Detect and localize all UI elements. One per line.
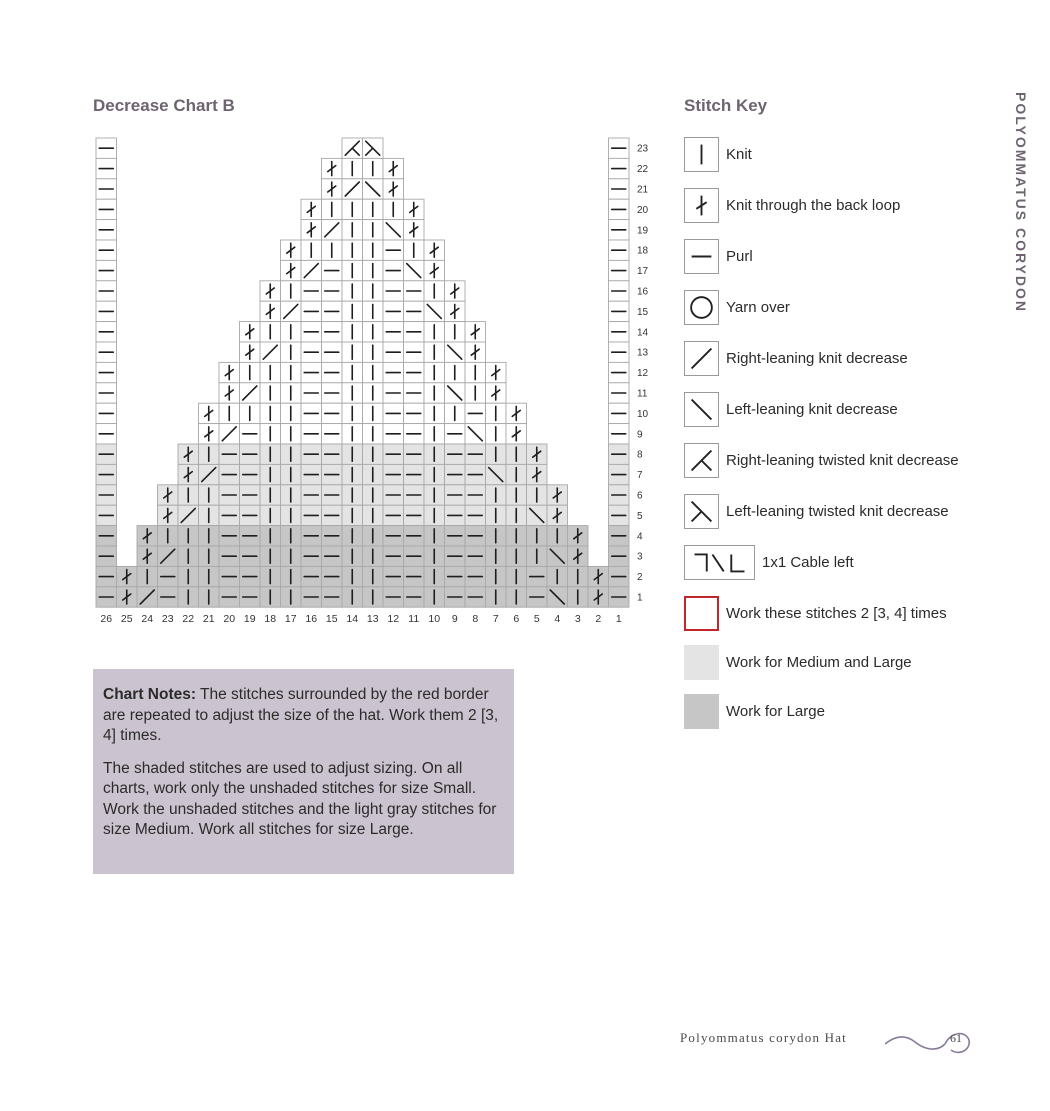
key-label: Knit <box>726 146 752 163</box>
row-number: 15 <box>637 306 649 318</box>
column-number: 24 <box>141 613 154 626</box>
column-number: 12 <box>387 613 400 626</box>
key-item-repeat-border <box>684 595 947 632</box>
key-label: 1x1 Cable left <box>762 554 854 571</box>
column-number: 14 <box>346 613 359 626</box>
column-number: 26 <box>100 613 113 626</box>
column-number: 15 <box>325 613 338 626</box>
key-label: Left-leaning knit decrease <box>726 401 898 418</box>
key-item-knit <box>684 136 752 173</box>
column-number: 20 <box>223 613 236 626</box>
left-twisted-decrease-icon <box>684 494 719 529</box>
right-decrease-icon <box>684 341 719 376</box>
column-number: 2 <box>595 613 602 626</box>
row-number: 22 <box>637 164 649 176</box>
notes-paragraph-2: The shaded stitches are used to adjust sizing. On all charts, work only the unshaded stitches for size Small. Work the unshaded stitches and the light gray stitches for size Medium. Work all stitches for size Large. <box>103 759 497 838</box>
cable-left-icon <box>684 545 755 580</box>
row-number: 13 <box>637 347 649 359</box>
column-number: 4 <box>554 613 561 626</box>
notes-paragraph-1 <box>103 685 504 747</box>
row-number: 19 <box>637 225 649 237</box>
column-number: 10 <box>428 613 441 626</box>
key-item-light-shade <box>684 644 912 681</box>
key-item-left-twisted-decrease <box>684 493 949 530</box>
column-number: 19 <box>243 613 256 626</box>
column-number: 13 <box>366 613 379 626</box>
purl-icon <box>684 239 719 274</box>
key-label: Yarn over <box>726 299 790 316</box>
column-number: 1 <box>615 613 622 626</box>
column-number: 18 <box>264 613 277 626</box>
chart-title: Decrease Chart B <box>93 96 235 115</box>
row-number: 10 <box>637 408 649 420</box>
row-number: 16 <box>637 286 649 298</box>
column-number: 22 <box>182 613 195 626</box>
row-number: 1 <box>637 592 643 604</box>
column-number: 16 <box>305 613 318 626</box>
row-number: 11 <box>637 388 648 400</box>
stitch-key-title: Stitch Key <box>684 96 768 115</box>
page-footer <box>680 1018 980 1058</box>
notes-text-1: The stitches surrounded by the red border are repeated to adjust the size of the hat. Work them 2 [3, 4] times. <box>103 686 499 744</box>
chart-notes <box>93 669 514 874</box>
column-number: 9 <box>451 613 458 626</box>
column-number: 7 <box>492 613 499 626</box>
key-item-purl <box>684 238 753 275</box>
row-number: 14 <box>637 327 649 339</box>
light-gray-swatch <box>684 645 719 680</box>
knit-icon <box>684 137 719 172</box>
dark-gray-swatch <box>684 694 719 729</box>
page-number: 61 <box>950 1031 962 1045</box>
row-number: 23 <box>637 143 649 155</box>
row-number: 5 <box>637 510 643 522</box>
row-number: 12 <box>637 368 649 380</box>
key-label: Work for Large <box>726 703 825 720</box>
knit-tbl-icon <box>684 188 719 223</box>
row-number: 20 <box>637 204 649 216</box>
footer-title: Polyommatus corydon Hat <box>680 1030 847 1045</box>
key-item-dark-shade <box>684 693 825 730</box>
notes-lead: Chart Notes: <box>103 686 197 703</box>
row-number: 17 <box>637 266 649 278</box>
left-decrease-icon <box>684 392 719 427</box>
yarn-over-icon <box>684 290 719 325</box>
key-label: Purl <box>726 248 753 265</box>
column-number: 17 <box>284 613 297 626</box>
red-border-icon <box>684 596 719 631</box>
key-label: Work for Medium and Large <box>726 654 912 671</box>
column-number: 5 <box>533 613 540 626</box>
row-number: 3 <box>637 551 643 563</box>
column-number: 8 <box>472 613 479 626</box>
key-label: Right-leaning twisted knit decrease <box>726 452 959 469</box>
key-item-left-decrease <box>684 391 898 428</box>
key-item-yarn-over <box>684 289 790 326</box>
row-number: 8 <box>637 449 643 461</box>
row-number: 2 <box>637 572 643 584</box>
right-twisted-decrease-icon <box>684 443 719 478</box>
key-item-knit-tbl <box>684 187 900 224</box>
row-number: 7 <box>637 470 643 482</box>
column-number: 23 <box>161 613 174 626</box>
column-number: 6 <box>513 613 520 626</box>
key-label: Left-leaning twisted knit decrease <box>726 503 949 520</box>
row-number: 21 <box>637 184 649 196</box>
key-label: Right-leaning knit decrease <box>726 350 908 367</box>
column-number: 3 <box>574 613 581 626</box>
column-number: 11 <box>408 613 420 626</box>
key-item-right-decrease <box>684 340 908 377</box>
row-number: 9 <box>637 429 643 441</box>
row-number: 4 <box>637 531 643 543</box>
row-number: 6 <box>637 490 643 502</box>
decrease-chart <box>0 0 660 640</box>
row-number: 18 <box>637 245 649 257</box>
key-label: Work these stitches 2 [3, 4] times <box>726 605 947 622</box>
key-item-right-twisted-decrease <box>684 442 959 479</box>
column-number: 21 <box>202 613 215 626</box>
side-title: POLYOMMATUS CORYDON <box>1013 92 1029 314</box>
column-number: 25 <box>120 613 133 626</box>
key-item-cable-left <box>684 544 854 581</box>
key-label: Knit through the back loop <box>726 197 901 214</box>
